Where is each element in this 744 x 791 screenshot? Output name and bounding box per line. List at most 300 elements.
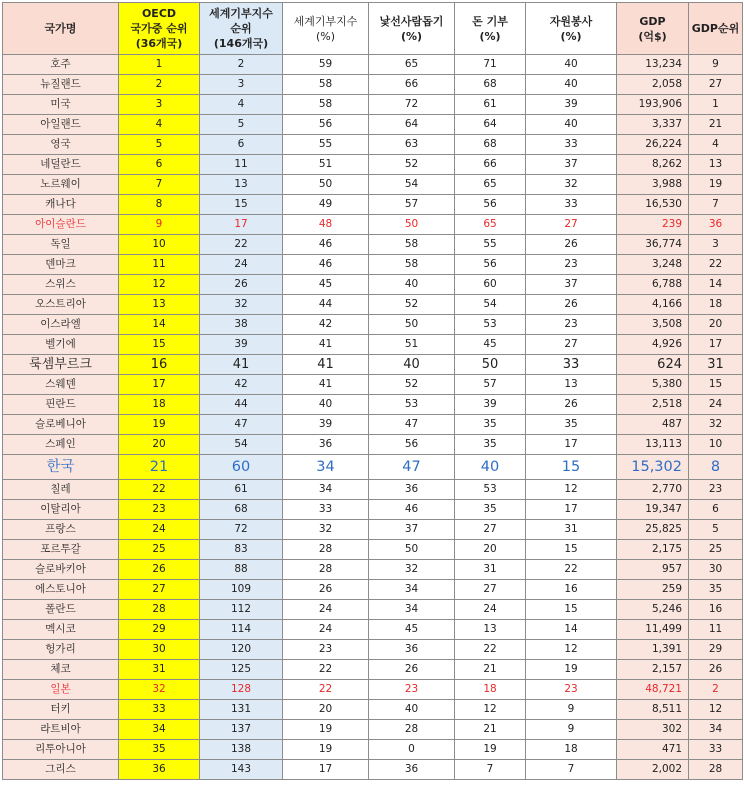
cell-world-rank: 72 [200,520,283,540]
cell-help-stranger: 54 [369,175,455,195]
cell-oecd-rank: 14 [119,315,200,335]
cell-world-rank: 125 [200,660,283,680]
header-volunteer [526,3,617,55]
cell-giving-index: 28 [283,540,369,560]
table-row [3,115,743,135]
table-row [3,680,743,700]
cell-country: 호주 [3,55,119,75]
cell-gdp-rank: 14 [689,275,743,295]
cell-oecd-rank: 19 [119,415,200,435]
cell-gdp: 259 [617,580,689,600]
cell-world-rank: 131 [200,700,283,720]
cell-volunteer: 33 [526,195,617,215]
cell-help-stranger: 26 [369,660,455,680]
cell-oecd-rank: 25 [119,540,200,560]
header-world-line3: (146개국) [213,37,269,50]
cell-help-stranger: 36 [369,640,455,660]
table-row [3,255,743,275]
cell-gdp-rank: 21 [689,115,743,135]
cell-world-rank: 3 [200,75,283,95]
table-row [3,700,743,720]
cell-donate-money: 27 [455,520,526,540]
cell-gdp: 13,113 [617,435,689,455]
cell-gdp: 2,002 [617,760,689,780]
cell-country: 룩셈부르크 [3,355,119,375]
cell-gdp: 3,337 [617,115,689,135]
cell-volunteer: 35 [526,415,617,435]
cell-world-rank: 2 [200,55,283,75]
cell-volunteer: 37 [526,155,617,175]
cell-gdp-rank: 15 [689,375,743,395]
cell-gdp: 16,530 [617,195,689,215]
cell-volunteer: 40 [526,75,617,95]
cell-gdp: 4,166 [617,295,689,315]
cell-gdp: 36,774 [617,235,689,255]
cell-giving-index: 55 [283,135,369,155]
cell-giving-index: 32 [283,520,369,540]
cell-help-stranger: 53 [369,395,455,415]
table-row [3,295,743,315]
cell-gdp-rank: 27 [689,75,743,95]
cell-giving-index: 34 [283,455,369,480]
cell-volunteer: 15 [526,455,617,480]
cell-world-rank: 13 [200,175,283,195]
cell-oecd-rank: 16 [119,355,200,375]
cell-donate-money: 20 [455,540,526,560]
cell-oecd-rank: 6 [119,155,200,175]
cell-donate-money: 19 [455,740,526,760]
cell-gdp-rank: 9 [689,55,743,75]
header-help-stranger [369,3,455,55]
header-index-line1: 세계기부지수 [293,14,358,28]
cell-country: 멕시코 [3,620,119,640]
cell-country: 뉴질랜드 [3,75,119,95]
cell-gdp-rank: 12 [689,700,743,720]
cell-gdp-rank: 35 [689,580,743,600]
cell-oecd-rank: 9 [119,215,200,235]
cell-volunteer: 39 [526,95,617,115]
cell-oecd-rank: 1 [119,55,200,75]
header-oecd-line2: 국가중 순위 [130,22,188,35]
cell-gdp: 471 [617,740,689,760]
cell-donate-money: 21 [455,720,526,740]
cell-volunteer: 40 [526,55,617,75]
cell-help-stranger: 23 [369,680,455,700]
cell-world-rank: 112 [200,600,283,620]
cell-world-rank: 60 [200,455,283,480]
header-money-line2: (%) [479,29,501,43]
cell-oecd-rank: 3 [119,95,200,115]
cell-country: 스페인 [3,435,119,455]
cell-world-rank: 32 [200,295,283,315]
cell-giving-index: 17 [283,760,369,780]
cell-gdp-rank: 25 [689,540,743,560]
cell-world-rank: 47 [200,415,283,435]
cell-giving-index: 45 [283,275,369,295]
cell-volunteer: 12 [526,480,617,500]
table-row [3,55,743,75]
cell-oecd-rank: 13 [119,295,200,315]
cell-gdp-rank: 22 [689,255,743,275]
cell-volunteer: 14 [526,620,617,640]
cell-donate-money: 65 [455,175,526,195]
cell-gdp: 25,825 [617,520,689,540]
cell-oecd-rank: 33 [119,700,200,720]
cell-oecd-rank: 27 [119,580,200,600]
cell-country: 이스라엘 [3,315,119,335]
cell-donate-money: 64 [455,115,526,135]
cell-country: 아이슬란드 [3,215,119,235]
cell-donate-money: 53 [455,480,526,500]
cell-gdp: 26,224 [617,135,689,155]
cell-gdp: 6,788 [617,275,689,295]
cell-giving-index: 23 [283,640,369,660]
cell-help-stranger: 50 [369,315,455,335]
cell-giving-index: 40 [283,395,369,415]
cell-gdp: 624 [617,355,689,375]
giving-index-table [2,2,743,780]
cell-gdp-rank: 5 [689,520,743,540]
cell-donate-money: 60 [455,275,526,295]
cell-volunteer: 22 [526,560,617,580]
cell-gdp: 2,058 [617,75,689,95]
cell-gdp-rank: 18 [689,295,743,315]
cell-donate-money: 27 [455,580,526,600]
cell-gdp-rank: 20 [689,315,743,335]
cell-world-rank: 39 [200,335,283,355]
cell-help-stranger: 40 [369,355,455,375]
table-row [3,660,743,680]
cell-gdp: 1,391 [617,640,689,660]
cell-country: 영국 [3,135,119,155]
cell-donate-money: 35 [455,415,526,435]
cell-oecd-rank: 18 [119,395,200,415]
cell-help-stranger: 72 [369,95,455,115]
cell-giving-index: 44 [283,295,369,315]
table-row [3,720,743,740]
table-row [3,560,743,580]
cell-donate-money: 68 [455,75,526,95]
header-oecd-line1: OECD [141,7,177,20]
cell-donate-money: 56 [455,195,526,215]
cell-volunteer: 26 [526,235,617,255]
cell-country: 폴란드 [3,600,119,620]
header-gdp [617,3,689,55]
cell-oecd-rank: 11 [119,255,200,275]
cell-donate-money: 65 [455,215,526,235]
cell-donate-money: 50 [455,355,526,375]
cell-world-rank: 54 [200,435,283,455]
table-row [3,355,743,375]
cell-giving-index: 50 [283,175,369,195]
cell-help-stranger: 34 [369,580,455,600]
cell-giving-index: 22 [283,660,369,680]
cell-gdp-rank: 4 [689,135,743,155]
cell-volunteer: 19 [526,660,617,680]
table-row [3,740,743,760]
cell-country: 노르웨이 [3,175,119,195]
cell-volunteer: 40 [526,115,617,135]
cell-oecd-rank: 7 [119,175,200,195]
cell-giving-index: 20 [283,700,369,720]
cell-gdp-rank: 23 [689,480,743,500]
cell-oecd-rank: 21 [119,455,200,480]
cell-world-rank: 83 [200,540,283,560]
table-row [3,155,743,175]
header-index-line2: (%) [315,29,336,43]
header-stranger-line2: (%) [400,29,423,43]
cell-giving-index: 58 [283,75,369,95]
cell-gdp: 2,770 [617,480,689,500]
header-donate-money [455,3,526,55]
cell-giving-index: 51 [283,155,369,175]
cell-donate-money: 40 [455,455,526,480]
cell-world-rank: 22 [200,235,283,255]
cell-gdp: 2,518 [617,395,689,415]
cell-donate-money: 21 [455,660,526,680]
cell-oecd-rank: 35 [119,740,200,760]
cell-help-stranger: 52 [369,155,455,175]
cell-volunteer: 18 [526,740,617,760]
cell-help-stranger: 56 [369,435,455,455]
table-row [3,275,743,295]
cell-world-rank: 120 [200,640,283,660]
cell-gdp-rank: 11 [689,620,743,640]
cell-oecd-rank: 36 [119,760,200,780]
cell-oecd-rank: 34 [119,720,200,740]
cell-help-stranger: 63 [369,135,455,155]
cell-country: 터키 [3,700,119,720]
header-country [3,3,119,55]
cell-world-rank: 15 [200,195,283,215]
cell-volunteer: 16 [526,580,617,600]
cell-help-stranger: 32 [369,560,455,580]
cell-world-rank: 137 [200,720,283,740]
cell-world-rank: 11 [200,155,283,175]
table-row [3,500,743,520]
cell-help-stranger: 66 [369,75,455,95]
cell-oecd-rank: 29 [119,620,200,640]
cell-gdp: 2,157 [617,660,689,680]
cell-country: 핀란드 [3,395,119,415]
cell-gdp: 8,262 [617,155,689,175]
cell-oecd-rank: 31 [119,660,200,680]
header-oecd-line3: (36개국) [135,37,183,50]
cell-country: 슬로베니아 [3,415,119,435]
cell-gdp-rank: 36 [689,215,743,235]
cell-gdp: 2,175 [617,540,689,560]
cell-help-stranger: 51 [369,335,455,355]
cell-country: 미국 [3,95,119,115]
cell-help-stranger: 58 [369,235,455,255]
table-row [3,415,743,435]
cell-gdp-rank: 1 [689,95,743,115]
cell-oecd-rank: 10 [119,235,200,255]
header-gdp-line2: (억$) [638,29,667,43]
cell-gdp: 3,988 [617,175,689,195]
cell-help-stranger: 50 [369,540,455,560]
cell-giving-index: 19 [283,740,369,760]
cell-volunteer: 9 [526,700,617,720]
cell-giving-index: 41 [283,355,369,375]
cell-volunteer: 13 [526,375,617,395]
cell-giving-index: 42 [283,315,369,335]
cell-country: 에스토니아 [3,580,119,600]
header-country-label: 국가명 [44,22,77,35]
cell-oecd-rank: 12 [119,275,200,295]
cell-help-stranger: 40 [369,275,455,295]
cell-oecd-rank: 30 [119,640,200,660]
cell-gdp-rank: 28 [689,760,743,780]
cell-world-rank: 128 [200,680,283,700]
cell-oecd-rank: 15 [119,335,200,355]
cell-country: 체코 [3,660,119,680]
table-row [3,580,743,600]
cell-giving-index: 46 [283,235,369,255]
cell-gdp: 8,511 [617,700,689,720]
cell-world-rank: 26 [200,275,283,295]
cell-country: 포르투갈 [3,540,119,560]
cell-world-rank: 143 [200,760,283,780]
cell-help-stranger: 52 [369,295,455,315]
table-row [3,235,743,255]
cell-gdp-rank: 30 [689,560,743,580]
cell-giving-index: 28 [283,560,369,580]
table-row [3,640,743,660]
table-row [3,520,743,540]
cell-donate-money: 31 [455,560,526,580]
table-row [3,315,743,335]
cell-donate-money: 22 [455,640,526,660]
cell-volunteer: 23 [526,315,617,335]
cell-gdp: 19,347 [617,500,689,520]
cell-donate-money: 18 [455,680,526,700]
table-row [3,75,743,95]
cell-gdp-rank: 2 [689,680,743,700]
cell-gdp-rank: 24 [689,395,743,415]
cell-gdp: 957 [617,560,689,580]
header-world-line2: 순위 [230,22,252,35]
cell-country: 스웨덴 [3,375,119,395]
cell-help-stranger: 47 [369,415,455,435]
cell-help-stranger: 50 [369,215,455,235]
table-row [3,540,743,560]
cell-world-rank: 42 [200,375,283,395]
cell-world-rank: 41 [200,355,283,375]
cell-volunteer: 23 [526,255,617,275]
cell-volunteer: 15 [526,540,617,560]
cell-oecd-rank: 17 [119,375,200,395]
cell-giving-index: 26 [283,580,369,600]
cell-gdp: 193,906 [617,95,689,115]
table-row [3,135,743,155]
cell-volunteer: 26 [526,395,617,415]
cell-gdp-rank: 7 [689,195,743,215]
cell-gdp: 5,246 [617,600,689,620]
table-row [3,620,743,640]
cell-donate-money: 68 [455,135,526,155]
cell-donate-money: 45 [455,335,526,355]
cell-help-stranger: 40 [369,700,455,720]
cell-gdp: 302 [617,720,689,740]
cell-gdp-rank: 31 [689,355,743,375]
cell-volunteer: 12 [526,640,617,660]
cell-gdp-rank: 26 [689,660,743,680]
cell-volunteer: 33 [526,135,617,155]
cell-world-rank: 24 [200,255,283,275]
cell-donate-money: 57 [455,375,526,395]
cell-gdp-rank: 6 [689,500,743,520]
header-index [283,3,369,55]
table-row [3,335,743,355]
table-row [3,480,743,500]
cell-gdp: 5,380 [617,375,689,395]
cell-giving-index: 56 [283,115,369,135]
cell-oecd-rank: 20 [119,435,200,455]
header-volunteer-line1: 자원봉사 [549,14,593,28]
cell-volunteer: 17 [526,435,617,455]
cell-gdp-rank: 3 [689,235,743,255]
table-row [3,760,743,780]
cell-giving-index: 33 [283,500,369,520]
cell-country: 벨기에 [3,335,119,355]
cell-donate-money: 24 [455,600,526,620]
cell-donate-money: 71 [455,55,526,75]
cell-gdp-rank: 32 [689,415,743,435]
header-volunteer-line2: (%) [560,29,582,43]
cell-gdp: 11,499 [617,620,689,640]
cell-volunteer: 27 [526,335,617,355]
cell-country: 아일랜드 [3,115,119,135]
cell-help-stranger: 28 [369,720,455,740]
cell-help-stranger: 0 [369,740,455,760]
header-gdp-line1: GDP [639,14,666,28]
cell-country: 일본 [3,680,119,700]
cell-volunteer: 9 [526,720,617,740]
cell-donate-money: 39 [455,395,526,415]
cell-gdp-rank: 34 [689,720,743,740]
cell-country: 스위스 [3,275,119,295]
table-row [3,175,743,195]
cell-gdp: 487 [617,415,689,435]
cell-help-stranger: 46 [369,500,455,520]
cell-oecd-rank: 26 [119,560,200,580]
cell-oecd-rank: 28 [119,600,200,620]
cell-donate-money: 35 [455,435,526,455]
cell-gdp-rank: 16 [689,600,743,620]
header-world-line1: 세계기부지수 [209,7,273,20]
cell-giving-index: 36 [283,435,369,455]
cell-giving-index: 41 [283,335,369,355]
cell-volunteer: 26 [526,295,617,315]
cell-help-stranger: 64 [369,115,455,135]
cell-gdp: 3,248 [617,255,689,275]
cell-donate-money: 35 [455,500,526,520]
cell-country: 캐나다 [3,195,119,215]
cell-gdp: 4,926 [617,335,689,355]
cell-giving-index: 49 [283,195,369,215]
cell-country: 독일 [3,235,119,255]
cell-country: 덴마크 [3,255,119,275]
table-row [3,375,743,395]
cell-oecd-rank: 32 [119,680,200,700]
cell-world-rank: 38 [200,315,283,335]
cell-oecd-rank: 5 [119,135,200,155]
cell-gdp: 3,508 [617,315,689,335]
cell-country: 라트비아 [3,720,119,740]
table-body [3,55,743,780]
cell-gdp: 13,234 [617,55,689,75]
